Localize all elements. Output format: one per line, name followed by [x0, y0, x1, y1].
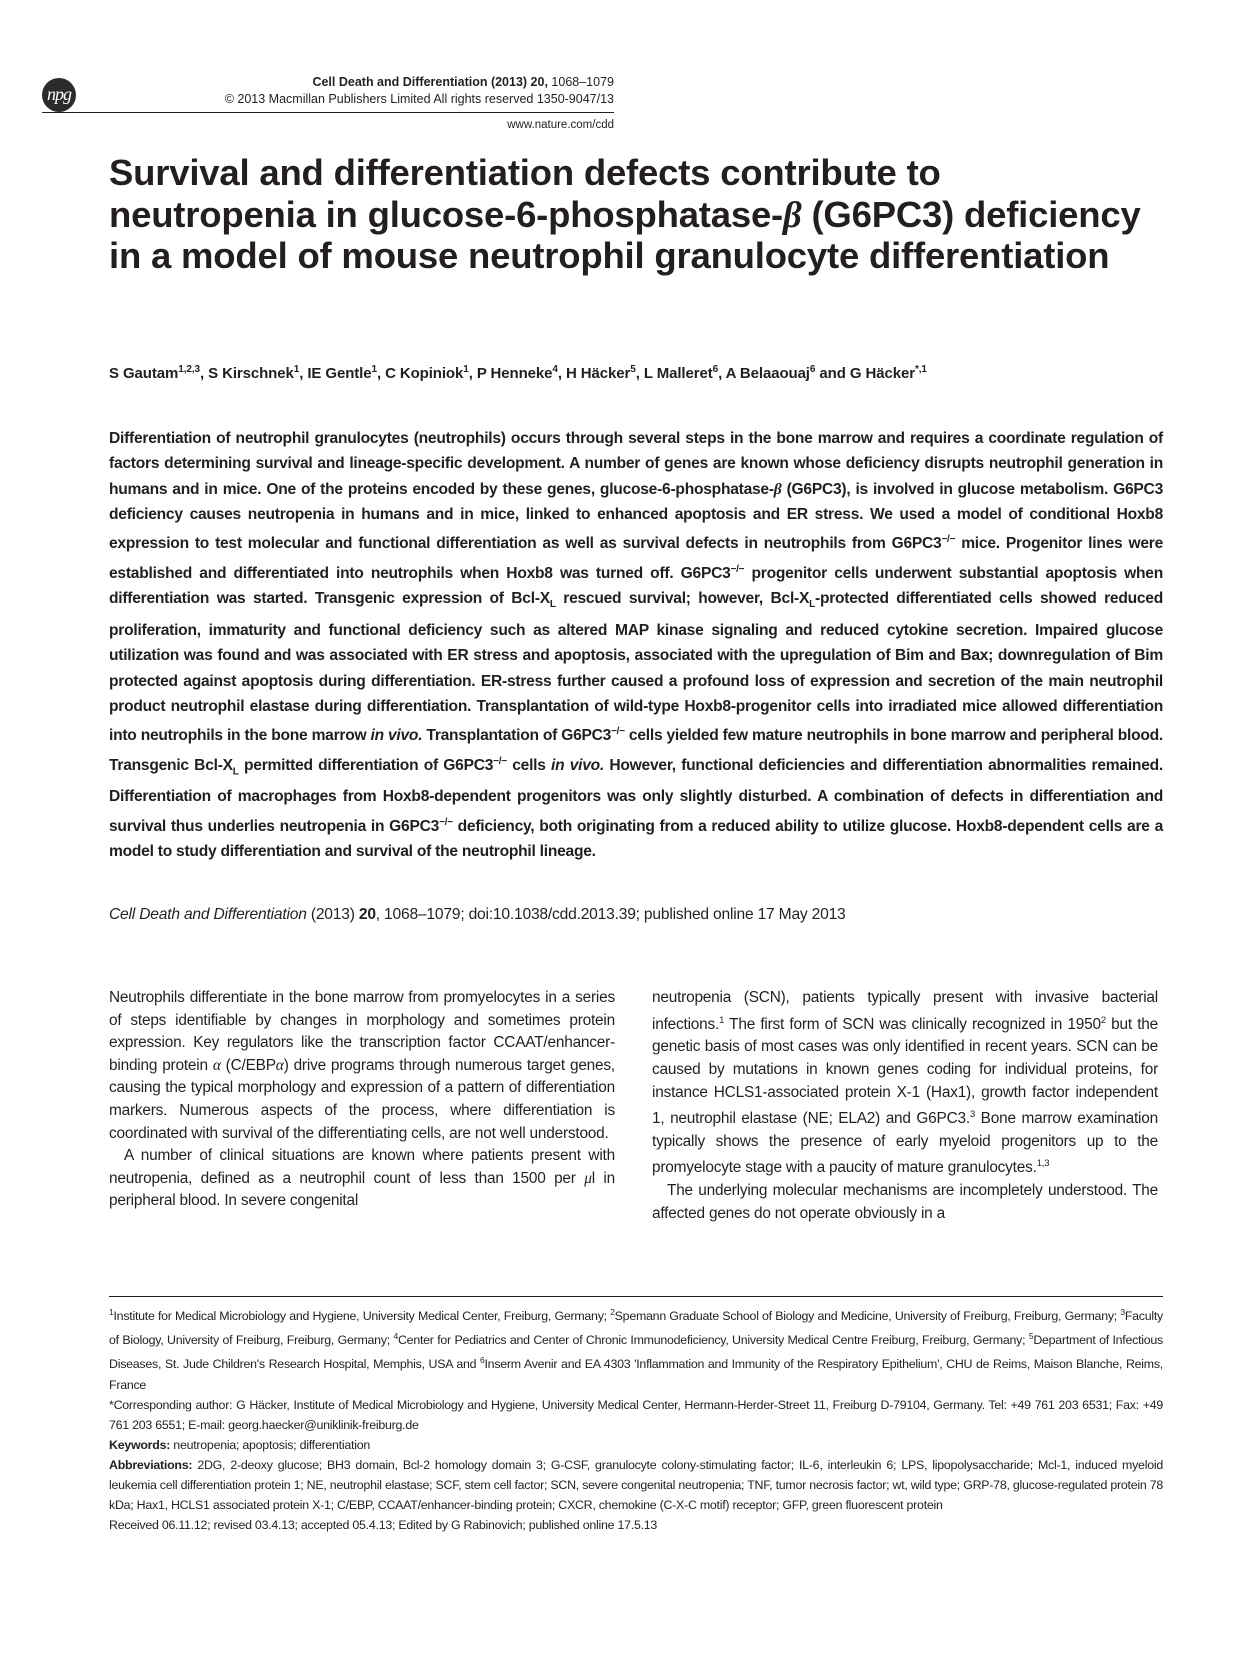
reference-link[interactable]: 2 — [1100, 1014, 1106, 1026]
reference-link[interactable]: 3 — [969, 1109, 976, 1121]
reference-link[interactable]: 1,3 — [1036, 1158, 1050, 1170]
abbreviations: Abbreviations: 2DG, 2-deoxy glucose; BH3 domain, Bcl-2 homology domain 3; G-CSF, granulocyte colony-stimulating factor; IL-6, interleukin 6; LPS, lipopolysaccharide; Mcl-1, induced myeloid leukemia cell differentiation protein 1; NE, neutrophil elastase; SCF, stem cell factor; SCN, severe congenital neutropenia; TNF, tumor necrosis factor; wt, wild type; GRP-78, glucose-regulated protein 78 kDa; Hax1, HCLS1 associated protein X-1; C/EBP, CCAAT/enhancer-binding protein; CXCR, chemokine (C-X-C motif) receptor; GFP, green fluorescent protein — [109, 1458, 1163, 1513]
affiliation-number: 2 — [610, 1307, 615, 1317]
affiliation-text: Department of Infectious Diseases, St. Jude Children's Research Hospital, Memphis, USA and — [109, 1333, 1163, 1372]
author-affiliation-marker: 6 — [712, 364, 719, 375]
body-column-right — [652, 987, 1158, 1225]
body-paragraph: The underlying molecular mechanisms are incompletely understood. The affected genes do not operate obviously in a — [652, 1182, 1158, 1222]
author-name: IE Gentle — [307, 365, 372, 382]
affiliation-text: Faculty of Biology, University of Freiburg, Freiburg, Germany; — [109, 1309, 1163, 1348]
abstract: Differentiation of neutrophil granulocytes (neutrophils) occurs through several steps in the bone marrow and requires a coordinate regulation of factors determining survival and lineage-specific development. A number of genes are known whose deficiency disrupts neutrophil generation in humans and in mice. One of the proteins encoded by these genes, glucose-6-phosphatase-β (G6PC3), is involved in glucose metabolism. G6PC3 deficiency causes neutropenia in humans and in mice, linked to enhanced apoptosis and ER stress. We used a model of conditional Hoxb8 expression to test molecular and functional differentiation as well as survival defects in neutrophils from G6PC3−/− mice. Progenitor lines were established and differentiated into neutrophils when Hoxb8 was turned off. G6PC3−/− progenitor cells underwent substantial apoptosis when differentiation was started. Transgenic expression of Bcl-$X_L$ rescued survival; however, Bcl-$X_L$-protected differentiated cells showed reduced proliferation, immaturity and functional deficiency such as altered MAP kinase signaling and reduced cytokine secretion. Impaired glucose utilization was found and was associated with ER stress and apoptosis, associated with the upregulation of Bim and Bax; downregulation of Bim protected against apoptosis during differentiation. ER-stress further caused a profound loss of expression and secretion of the main neutrophil product neutrophil elastase during differentiation. Transplantation of wild-type Hoxb8-progenitor cells into irradiated mice allowed differentiation into neutrophils in the bone marrow in vivo. Transplantation of G6PC3−/− cells yielded few mature neutrophils in bone marrow and peripheral blood. Transgenic Bcl-$X_L$ permitted differentiation of G6PC3−/− cells in vivo. However, functional deficiencies and differentiation abnormalities remained. Differentiation of macrophages from Hoxb8-dependent progenitors was only slightly disturbed. A combination of defects in differentiation and survival thus underlies neutropenia in G6PC3−/− deficiency, both originating from a reduced ability to utilize glucose. Hoxb8-dependent cells are a model to study differentiation and survival of the neutrophil lineage. — [109, 430, 1163, 861]
journal-name: Cell Death and Differentiation (2013) 20, — [312, 75, 548, 89]
journal-header — [150, 74, 614, 108]
affiliation-number: 1 — [109, 1307, 114, 1317]
affiliation-number: 5 — [1028, 1331, 1034, 1342]
affiliation-number: 3 — [1120, 1307, 1125, 1317]
body-paragraph: Neutrophils differentiate in the bone marrow from promyelocytes in a series of steps identifiable by changes in morphology and sometimes protein expression. Key regulators like the transcription factor CCAAT/enhancer-binding protein α (C/EBPα) drive programs through numerous target genes, causing the typical morphology and expression of a pattern of differentiation markers. Numerous aspects of the process, where differentiation is coordinated with survival of the differentiating cells, are not well understood. — [109, 989, 615, 1142]
author-name: S Gautam — [109, 365, 179, 382]
affiliation-number: 4 — [393, 1331, 398, 1342]
affiliation-text: Institute for Medical Microbiology and Hygiene, University Medical Center, Freiburg, Germany; — [113, 1309, 611, 1324]
affiliation-number: 6 — [480, 1355, 485, 1366]
citation-line: Cell Death and Differentiation (2013) 20, 1068–1079; doi:10.1038/cdd.2013.39; published online 17 May 2013 — [109, 906, 846, 923]
footnote-rule — [109, 1296, 1163, 1297]
reference-link[interactable]: 1 — [719, 1014, 725, 1026]
npg-logo: npg — [42, 78, 76, 112]
author-affiliation-marker: 6 — [809, 364, 816, 375]
article-title: Survival and differentiation defects contribute to neutropenia in glucose-6-phosphatase-β (G6PC3) deficiency in a model of mouse neutrophil granulocyte differentiation — [109, 152, 1141, 276]
author-affiliation-marker: 1 — [293, 364, 300, 375]
author-name: C Kopiniok — [385, 365, 464, 382]
affiliations — [109, 1302, 1163, 1395]
author-affiliation-marker: 1,2,3 — [178, 364, 200, 375]
author-affiliation-marker: 5 — [630, 364, 636, 375]
affiliation-text: Spemann Graduate School of Biology and Medicine, University of Freiburg, Freiburg, Germany; — [614, 1309, 1121, 1324]
author-name: G Häcker — [849, 365, 915, 382]
journal-pages: 1068–1079 — [551, 75, 614, 89]
author-name: L Malleret — [643, 365, 713, 382]
author-affiliation-marker: 1 — [463, 364, 469, 375]
corresponding-author: *Corresponding author: G Häcker, Institute of Medical Microbiology and Hygiene, University Medical Center, Hermann-Herder-Street 11, Freiburg D-79104, Germany. Tel: +49 761 203 6531; Fax: +49 761 203 6551; E-mail: georg.haecker@uniklinik-freiburg.de — [109, 1397, 1163, 1432]
footnotes — [109, 1302, 1163, 1535]
copyright-line: © 2013 Macmillan Publishers Limited All rights reserved 1350-9047/13 — [224, 92, 614, 106]
affiliation-text: Center for Pediatrics and Center of Chronic Immunodeficiency, University Medical Centre Freiburg, Freiburg, Germany; — [397, 1333, 1029, 1348]
journal-url[interactable]: www.nature.com/cdd — [507, 119, 614, 131]
body-paragraph: neutropenia (SCN), patients typically present with invasive bacterial infections.$^1$ The first form of SCN was clinically recognized in 1950$^2$ but the genetic basis of most cases was only identified in recent years. SCN can be caused by mutations in known genes coding for individual proteins, for instance HCLS1-associated protein X-1 (Hax1), growth factor independent 1, neutrophil elastase (NE; ELA2) and G6PC3.$^3$ Bone marrow examination typically shows the presence of early myeloid progenitors up to the promyelocyte stage with a paucity of mature granulocytes.$^{1,3}$ — [652, 989, 1158, 1177]
author-name: A Belaaouaj — [725, 365, 810, 382]
received-dates: Received 06.11.12; revised 03.4.13; accepted 05.4.13; Edited by G Rabinovich; published online 17.5.13 — [109, 1518, 658, 1533]
author-list: S Gautam$^{1,2,3}$, S Kirschnek$^1$, IE Gentle$^1$, C Kopiniok$^1$, P Henneke$^4$, H Häcker$^5$, L Malleret$^6$, A Belaaouaj$^6$ and G Häcker$^{*,1}$ — [109, 364, 927, 382]
author-name: S Kirschnek — [208, 365, 294, 382]
body-paragraph: A number of clinical situations are known where patients present with neutropenia, defined as a neutrophil count of less than 1500 per μl in peripheral blood. In severe congenital — [109, 1147, 616, 1210]
keywords: Keywords: neutropenia; apoptosis; differentiation — [109, 1437, 370, 1452]
author-affiliation-marker: 4 — [552, 364, 558, 375]
affiliation-text: Inserm Avenir and EA 4303 'Inflammation and Immunity of the Respiratory Epithelium', CHU de Reims, Maison Blanche, Reims, France — [109, 1357, 1163, 1392]
author-affiliation-marker: 1 — [371, 364, 377, 375]
author-name: P Henneke — [476, 365, 553, 382]
body-column-left — [109, 987, 615, 1213]
header-rule — [42, 112, 614, 113]
author-name: H Häcker — [566, 365, 631, 382]
author-affiliation-marker: *,1 — [914, 364, 927, 375]
